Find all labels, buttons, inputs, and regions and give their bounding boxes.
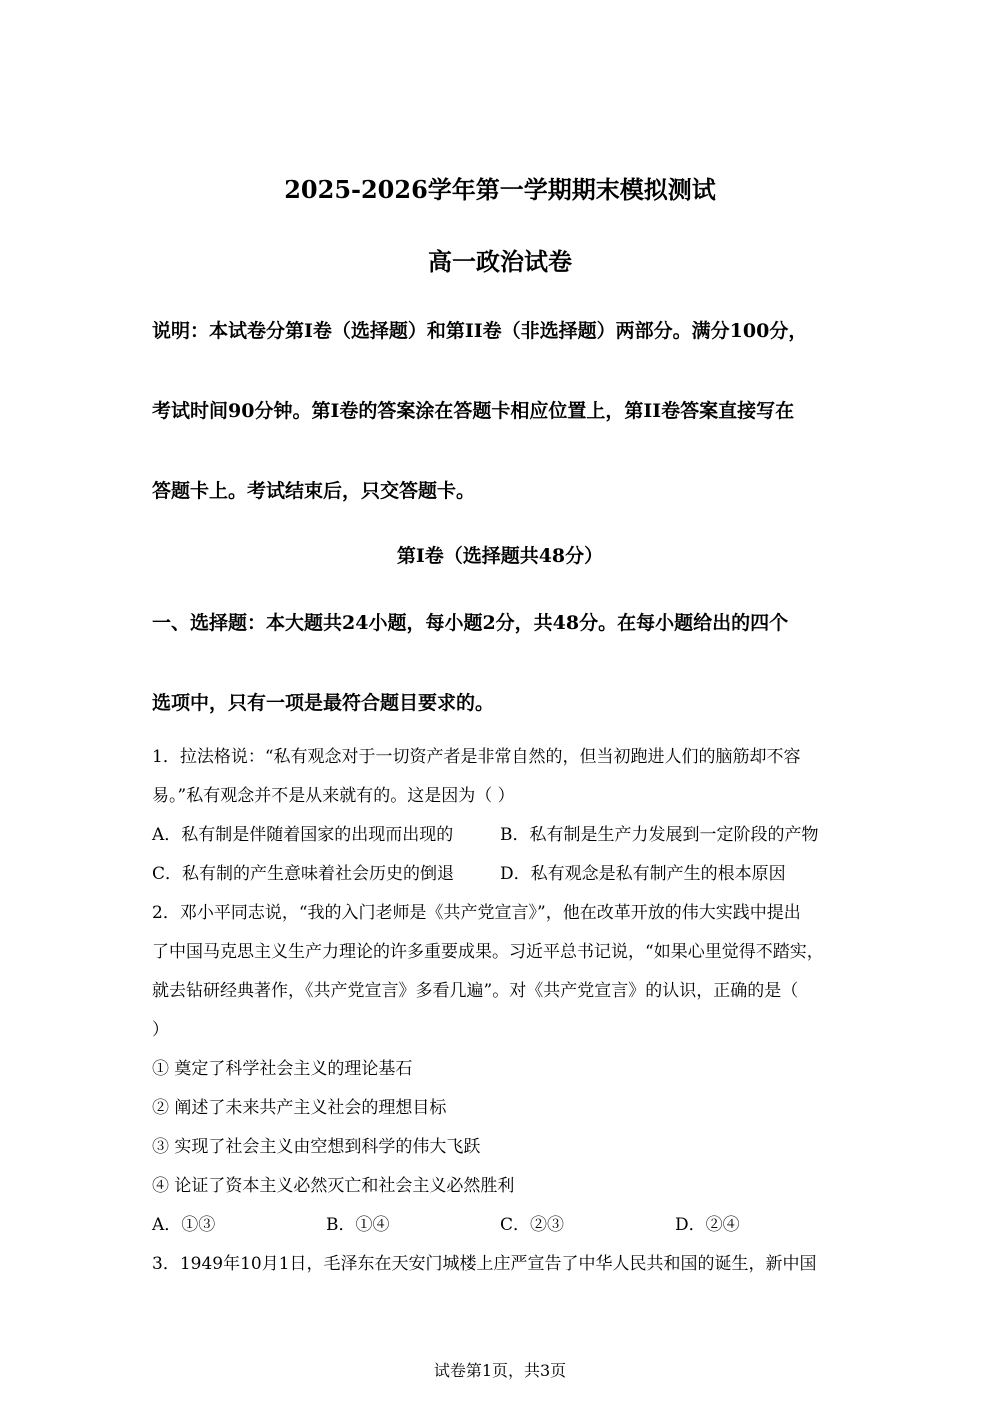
- question-1-stem-line-2: 易。”私有观念并不是从来就有的。这是因为（ ）: [152, 786, 515, 806]
- question-2-statement-2: ② 阐述了未来共产主义社会的理想目标: [152, 1098, 447, 1118]
- question-2-statement-1: ① 奠定了科学社会主义的理论基石: [152, 1059, 413, 1079]
- question-2-stem-line-3: 就去钻研经典著作，《共产党宣言》多看几遍”。对《共产党宣言》的认识，正确的是（: [152, 981, 799, 1001]
- question-2-statement-4: ④ 论证了资本主义必然灭亡和社会主义必然胜利: [152, 1176, 515, 1196]
- question-2-stem-line-4: ）: [152, 1020, 169, 1040]
- exam-title: 2025-2026学年第一学期期末模拟测试: [284, 175, 716, 204]
- question-2-option-c: C．②③: [500, 1215, 565, 1235]
- question-3-stem-line-1: 3．1949年10月1日，毛泽东在天安门城楼上庄严宣告了中华人民共和国的诞生，新中国: [152, 1254, 817, 1274]
- instructions-line-3: 答题卡上。考试结束后，只交答题卡。: [152, 480, 476, 502]
- section-intro-line-1: 一、选择题：本大题共24小题，每小题2分，共48分。在每小题给出的四个: [152, 612, 789, 634]
- question-2-option-b: B．①④: [326, 1215, 390, 1235]
- page-footer: 试卷第1页，共3页: [433, 1361, 567, 1380]
- question-1-option-a: A．私有制是伴随着国家的出现而出现的: [152, 825, 454, 845]
- question-2-option-a: A．①③: [152, 1215, 216, 1235]
- instructions-line-2: 考试时间90分钟。第I卷的答案涂在答题卡相应位置上，第II卷答案直接写在: [152, 400, 795, 422]
- question-1-stem-line-1: 1．拉法格说：“私有观念对于一切资产者是非常自然的，但当初跑进人们的脑筋却不容: [152, 747, 801, 767]
- question-1-option-c: C．私有制的产生意味着社会历史的倒退: [152, 864, 455, 884]
- question-2-option-d: D．②④: [675, 1215, 740, 1235]
- question-2-statement-3: ③ 实现了社会主义由空想到科学的伟大飞跃: [152, 1137, 481, 1157]
- exam-subtitle: 高一政治试卷: [428, 247, 572, 276]
- question-1-option-b: B．私有制是生产力发展到一定阶段的产物: [500, 825, 819, 845]
- question-2-stem-line-2: 了中国马克思主义生产力理论的许多重要成果。习近平总书记说，“如果心里觉得不踏实，: [152, 942, 824, 962]
- question-2-stem-line-1: 2．邓小平同志说，“我的入门老师是《共产党宣言》”，他在改革开放的伟大实践中提出: [152, 903, 801, 923]
- instructions-line-1: 说明：本试卷分第I卷（选择题）和第II卷（非选择题）两部分。满分100分，: [152, 320, 808, 342]
- section-heading: 第I卷（选择题共48分）: [396, 545, 604, 567]
- question-1-option-d: D．私有观念是私有制产生的根本原因: [500, 864, 786, 884]
- section-intro-line-2: 选项中，只有一项是最符合题目要求的。: [152, 692, 495, 714]
